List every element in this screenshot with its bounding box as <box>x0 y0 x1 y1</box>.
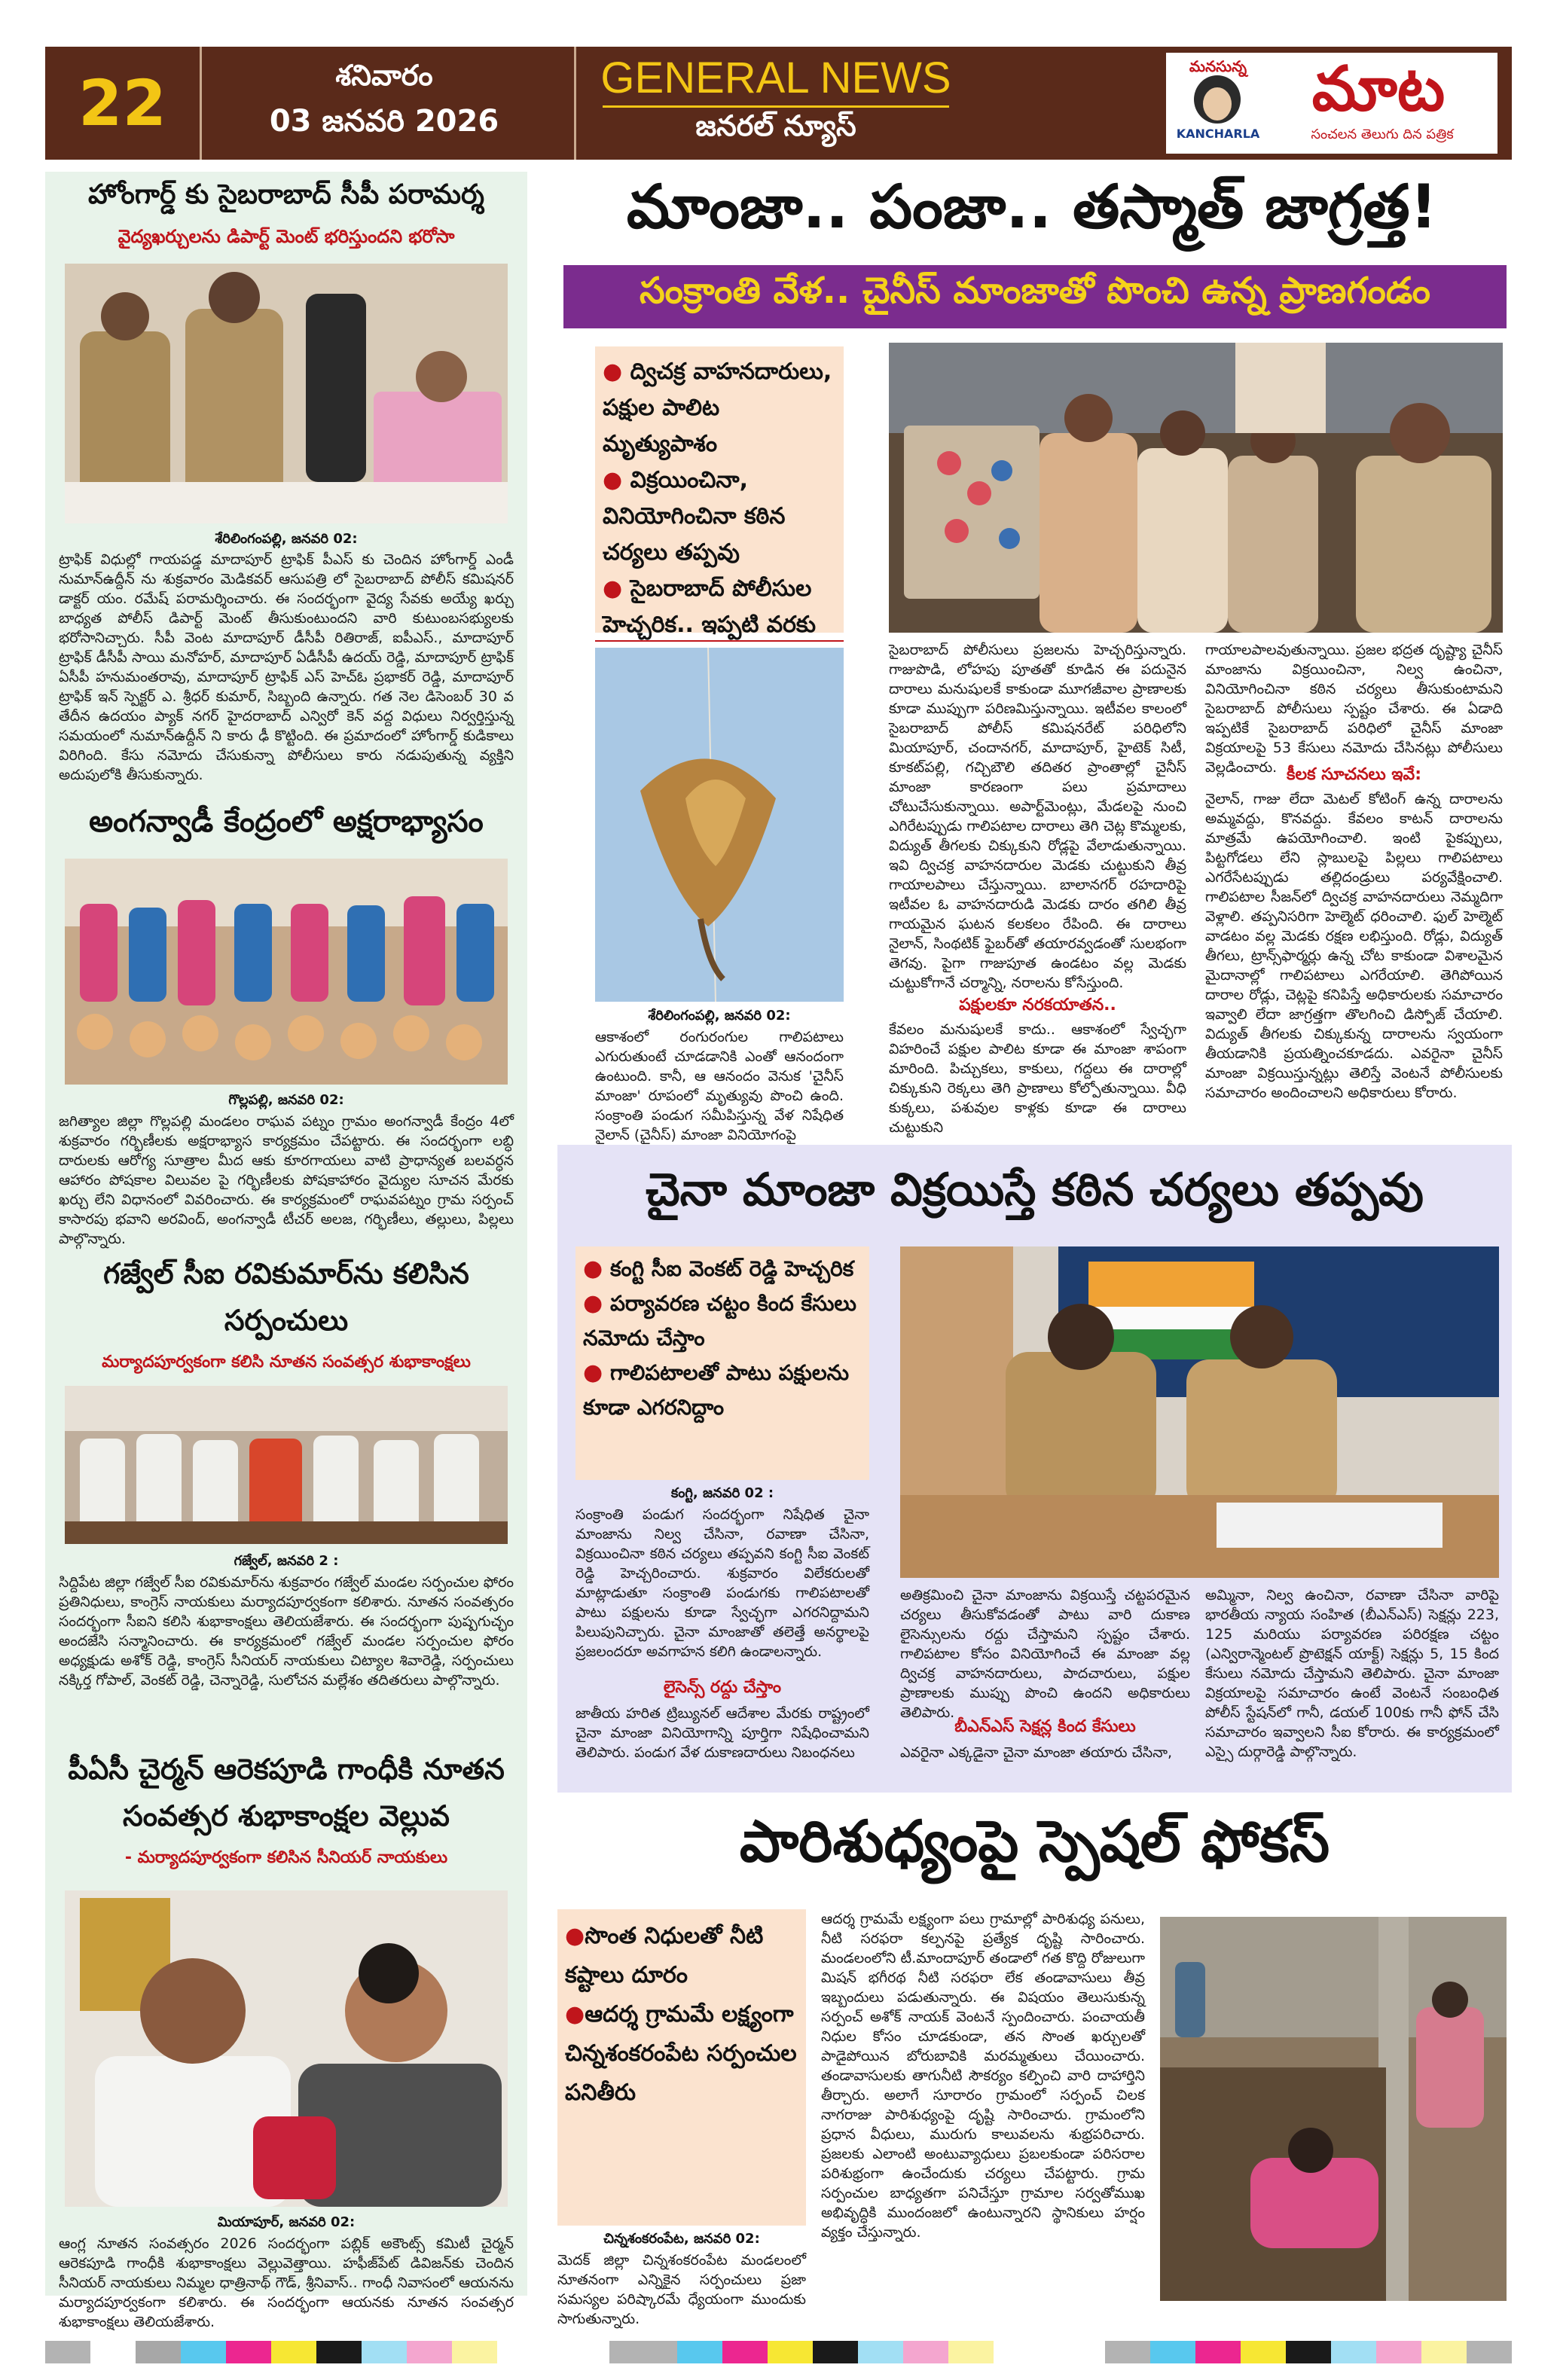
second-body-2: జాతీయ హరిత ట్రిబ్యునల్ ఆదేశాల మేరకు రాష్ట్రంలో చైనా మాంజా వినియోగాన్ని పూర్తిగా నిషేధించామని తెలిపారు. పండుగ వేళ దుకాణదారులు నిబంధనలు <box>575 1705 869 1761</box>
bird-caught-in-manja-image <box>595 648 844 1002</box>
lead-photo-bird <box>595 648 844 1002</box>
header-day: శనివారం <box>335 59 433 92</box>
second-highlight-item: ● కంగ్టి సీఐ వెంకట్ రెడ్డి హెచ్చరిక <box>583 1256 854 1282</box>
third-body-2: ఆదర్శ గ్రామమే లక్ష్యంగా పలు గ్రామాల్లో పారిశుధ్య పనులు, నీటి సరఫరా కల్పనపై ప్రత్యేక దృష్టి సారించారు. మండలంలోని టీ.మాందాపూర్ తండాలో గత కొద్ది రోజులుగా మిషన్ భగీరథ నీటి సరఫరా లేక తండావాసులు తీవ్ర ఇబ్బందులు పడుతున్నారు. ఈ విషయం తెలుసుకున్న సర్పంచ్ అశోక్ నాయక్ వెంటనే స్పందించారు. పంచాయతీ నిధుల కోసం చూడకుండా, తన సొంత ఖర్చులతో పాడైపోయిన బోరుబావికి మరమ్మతులు చేయించారు. తండావాసులకు తాగునీటి సౌకర్యం కల్పించి వారి దాహార్తిని తీర్చారు. అలాగే సూరారం గ్రామంలో సర్పంచ్ చిలక నాగరాజు పారిశుధ్యంపై దృష్టి సారించారు. గ్రామంలోని ప్రధాన వీధులు, మురుగు కాలువలను శుభ్రపరిచారు. ప్రజలకు ఎలాంటి అంటువ్యాధులు ప్రబలకుండా పరిసరాల పరిశుభ్రంగా ఉంచేందుకు చర్యలు చేపట్టారు. గ్రామ సర్పంచుల బాధ్యతగా పనిచేస్తూ గ్రామాల సర్వతోముఖ అభివృద్ధికి ముందంజలో ఉంటున్నారని స్థానికులు హర్షం వ్యక్తం చేస్తున్నారు. <box>821 1911 1145 2241</box>
bullet-icon: ● <box>583 1290 603 1317</box>
lead-body-3: కేవలం మనుషులకే కాదు.. ఆకాశంలో స్వేచ్ఛగా విహరించే పక్షుల పాలిట కూడా ఈ మాంజా శాపంగా మారింది. పిచ్చుకలు, కాకులు, గద్దలు ఈ దారాల్లో చిక్కుకుని రెక్కలు తెగి ప్రాణాలు కోల్పోతున్నాయి. వీధి కుక్కలు, పశువుల కాళ్లకు కూడా ఈ దారాలు చుట్టుకుని <box>889 1021 1186 1136</box>
page-number: 22 <box>78 66 166 140</box>
third-photo <box>1160 1917 1507 2301</box>
story4-photo-portraits <box>65 1890 508 2207</box>
lead-photo-police-shop <box>889 343 1503 633</box>
sanitation-work-image <box>1160 1917 1507 2301</box>
lead-highlight-item: ● విక్రయించినా, వినియోగించినా కఠిన చర్యలు తప్పవు <box>603 467 786 566</box>
story4-photo <box>65 1890 508 2207</box>
third-body-1: మెదక్ జిల్లా చిన్నశంకరంపేట మండలంలో నూతనంగా ఎన్నికైన సర్పంచులు ప్రజా సమస్యల పరిష్కారమే ధ్యేయంగా ముందుకు సాగుతున్నారు. <box>557 2252 806 2327</box>
story3-headline: గజ్వేల్ సీఐ రవికుమార్‌ను కలిసిన సర్పంచులు <box>103 1257 469 1337</box>
third-dateline: చిన్నశంకరంపేట, జనవరి 02: <box>603 2231 760 2247</box>
story1-subheadline: వైద్యఖర్చులను డిపార్ట్ మెంట్ భరిస్తుందని భరోసా <box>118 226 455 247</box>
logo-portrait-face <box>1203 87 1232 121</box>
section-title-english: GENERAL NEWS <box>600 53 951 102</box>
story4-body: ఆంగ్ల నూతన సంవత్సరం 2026 సందర్భంగా పబ్లిక్ అకౌంట్స్ కమిటీ చైర్మన్ ఆరెకపూడి గాంధీకి శుభాకాంక్షలు వెల్లువెత్తాయి. హఫీజ్‌పేట్ డివిజన్‌కు చెందిన సీనియర్ నాయకులు నిమ్మల ధాత్రినాథ్ గౌడ్, శ్రీనివాస్.. గాంధీ నివాసంలో ఆయనను మర్యాదపూర్వకంగా కలిశారు. ఈ సందర్భంగా ఆయనకు నూతన సంవత్సర శుభాకాంక్షలు తెలియజేశారు. <box>59 2235 514 2330</box>
third-highlight-item: ●ఆదర్శ గ్రామమే లక్ష్యంగా చిన్నశంకరంపేట సర్పంచుల పనితీరు <box>565 2001 797 2106</box>
story3-photo <box>65 1386 508 1544</box>
story1-photo-figures <box>65 264 508 523</box>
story2-dateline: గొల్లపల్లి, జనవరి 02: <box>228 1092 344 1108</box>
color-strip-left <box>45 2341 497 2363</box>
second-body-1: సంక్రాంతి పండుగ సందర్భంగా నిషేధిత చైనా మాంజాను నిల్వ చేసినా, రవాణా చేసినా, విక్రయించినా కఠిన చర్యలు తప్పవని కంగ్టి సీఐ వెంకట్ రెడ్డి హెచ్చరించారు. శుక్రవారం విలేకరులతో మాట్లాడుతూ సంక్రాంతి పండుగకు గాలిపటాలతో పాటు పక్షులను కూడా స్వేచ్ఛగా ఎగరనిద్దామని పిలుపునిచ్చారు. చైనా మాంజాతో తలెత్తే అనర్థాలపై ప్రజలందరూ అవగాహన కలిగి ఉండాలన్నారు. <box>575 1506 869 1660</box>
second-body-3: అతిక్రమించి చైనా మాంజాను విక్రయిస్తే చట్టపరమైన చర్యలు తీసుకోవడంతో పాటు వారి దుకాణ లైసెన్సులను రద్దు చేస్తామని స్పష్టం చేశారు. గాలిపటాల కోసం వినియోగించే ఈ మాంజా వల్ల ద్విచక్ర వాహనదారులు, పాదచారులు, పక్షుల ప్రాణాలకు ముప్పు పొంచి ఉందని అధికారులు తెలిపారు. <box>900 1587 1190 1721</box>
print-color-strip <box>45 2341 1512 2363</box>
lead-highlight-item: ● సైబరాబాద్ పోలీసుల హెచ్చరిక.. ఇప్పటి వరకు <box>603 575 816 638</box>
story4-headline: పీఏసీ చైర్మన్ ఆరెకపూడి గాంధీకి నూతన సంవత్సర శుభాకాంక్షల వెల్లువ <box>68 1753 505 1832</box>
third-highlight-item: ●సొంత నిధులతో నీటి కష్టాలు దూరం <box>565 1923 764 1988</box>
bullet-icon: ● <box>565 2001 585 2028</box>
second-highlight-item: ● గాలిపటాలతో పాటు పక్షులను కూడా ఎగరనిద్దాం <box>583 1359 850 1420</box>
bullet-icon: ● <box>583 1256 603 1282</box>
story3-subheadline: మర్యాదపూర్వకంగా కలిసి నూతన సంవత్సర శుభాకాంక్షలు <box>102 1353 471 1372</box>
logo-subtitle: సంచలన తెలుగు దిన పత్రిక <box>1311 127 1454 142</box>
lead-body-4: గాయాలపాలవుతున్నాయి. ప్రజల భద్రత దృష్ట్యా చైనీస్ మాంజాను విక్రయించినా, నిల్వ ఉంచినా, వినియోగించినా కఠిన చర్యలు తీసుకుంటామని సైబరాబాద్ పోలీసులు స్పష్టం చేశారు. ఈ ఏడాది ఇప్పటికే సైబరాబాద్ పరిధిలో చైనీస్ మాంజా విక్రయాలపై 53 కేసులు నమోదు చేసినట్లు పోలీసులు వెల్లడించారు. <box>1205 642 1503 776</box>
lead-subtitle: సంక్రాంతి వేళ.. చైనీస్ మాంజాతో పొంచి ఉన్న ప్రాణగండం <box>639 270 1431 312</box>
second-body-5: అమ్మినా, నిల్వ ఉంచినా, రవాణా చేసినా వారిపై భారతీయ న్యాయ సంహిత (బీఎన్ఎస్) సెక్షన్లు 223, 125 మరియు పర్యావరణ పరిరక్షణ చట్టం (ఎన్విరాన్మెంటల్ ప్రొటెక్షన్ యాక్ట్) సెక్షన్లు 5, 15 కింద కేసులు నమోదు చేస్తామని తెలిపారు. చైనా మాంజా విక్రయాలపై సమాచారం ఉంటే వెంటనే సంబంధిత పోలీస్ స్టేషన్‌లో గానీ, డయల్ 100కు గానీ ఫోన్ చేసి సమాచారం ఇవ్వాలని సీఐ కోరారు. ఈ కార్యక్రమంలో ఎస్సై దుర్గారెడ్డి పాల్గొన్నారు. <box>1205 1587 1499 1760</box>
lead-dateline: శేరిలింగంపల్లి, జనవరి 02: <box>648 1008 791 1024</box>
lead-body-1: ఆకాశంలో రంగురంగుల గాలిపటాలు ఎగురుతుంటే చూడడానికి ఎంతో ఆనందంగా ఉంటుంది. కానీ, ఆ ఆనందం వెనుక 'చైనీస్ మాంజా' రూపంలో మృత్యువు పొంచి ఉంది. సంక్రాంతి పండుగ సమీపిస్తున్న వేళ నిషేధిత నైలాన్ (చైనీస్) మాంజా వినియోగంపై <box>595 1029 844 1143</box>
story4-subheadline: - మర్యాదపూర్వకంగా కలిసిన సీనియర్ నాయకులు <box>124 1848 448 1867</box>
story2-headline: అంగన్వాడీ కేంద్రంలో అక్షరాభ్యాసం <box>89 804 484 839</box>
story2-body: జగిత్యాల జిల్లా గొల్లపల్లి మండలం రాఘవ పట్నం గ్రామం అంగన్వాడీ కేంద్రం 4లో శుక్రవారం గర్భిణీలకు అక్షరాభ్యాస కార్యక్రమం చేపట్టారు. ఈ సందర్భంగా లబ్ధి దారులకు ఆరోగ్య సూత్రాల మీద ఆకు కూరగాయలు వాటి ప్రాధాన్యత బలవర్ధన ఆహారం పోషకాల విలువల పై గర్భిణీలకు పోషకాహారం వైద్యుల సూచన మేరకు ఖర్చు లేని విధానంలో వివరించారు. ఈ కార్యక్రమంలో రాఘవపట్నం గ్రామ సర్పంచ్ కాసారపు భవాని అరవింద్, అంగన్వాడీ టీచర్ అలజ, గర్భిణీలు, తల్లులు, పిల్లలు పాల్గొన్నారు. <box>59 1113 514 1247</box>
bullet-icon: ● <box>565 1923 585 1949</box>
second-highlights <box>583 1252 862 1425</box>
story1-body: ట్రాఫిక్ విధుల్లో గాయపడ్డ మాదాపూర్ ట్రాఫిక్ పీఎస్ కు చెందిన హోంగార్డ్ ఎండీ నుమాన్ఉద్దీన్ ను శుక్రవారం మెడికవర్ ఆసుపత్రి లో సైబరాబాద్ పోలీస్ కమిషనర్ డాక్టర్ యం. రమేష్ పరామర్శించారు. ఈ సందర్భంగా వైద్య సేవకు అయ్యే ఖర్చు బాధ్యత పోలీస్ డిపార్ట్ మెంట్ తీసుకుంటుందని వారి కుటుంబసభ్యులకు భరోసానిచ్చారు. సీపీ వెంట మాదాపూర్ డీసీపీ రితిరాజ్, ఐపీఎస్., మాదాపూర్ ట్రాఫిక్ డీసీపీ సాయి మనోహర్, మాదాపూర్ ఏడీసీపీ ఉదయ్ రెడ్డి, మాదాపూర్ ట్రాఫిక్ ఏసీపీ హనుమంతరావు, మాదాపూర్ ట్రాఫిక్ ఎస్ హెచ్ఓ ప్రభాకర్ రెడ్డి, మాదాపూర్ ట్రాఫిక్ ఇన్ స్పెక్టర్ ఎ. శ్రీధర్ కుమార్, సిబ్బంది ఉన్నారు. గత నెల డిసెంబర్ 30 వ తేదీన ఉదయం ప్యాక్ నగర్ హైదరాబాద్ ఎన్విరో కెన్ వద్ద విధులు నిర్వర్తిస్తున్న సమయంలో నుమాన్ఉద్దీన్ ని కారు ఢీ కొట్టింది. ఈ ప్రమాదంలో హోంగార్డ్ కుడికాలు విరిగింది. కేసు నమోదు చేసుకున్నా పోలీసులు కారు నడుపుతున్న వ్యక్తిని అదుపులోకి తీసుకున్నారు. <box>59 551 514 783</box>
third-highlights <box>565 1917 800 2113</box>
lead-subhead-tips: కీలక సూచనలు ఇవే: <box>1287 765 1421 784</box>
story4-dateline: మియాపూర్, జనవరి 02: <box>217 2214 356 2230</box>
section-underline <box>603 105 949 108</box>
story2-photo <box>65 859 508 1085</box>
lead-highlights <box>603 354 836 679</box>
story1-headline: హోంగార్డ్ కు సైబరాబాద్ సీపీ పరామర్శ <box>88 179 484 210</box>
color-strip-right <box>1105 2341 1512 2363</box>
header-divider <box>574 47 576 160</box>
color-strip-center <box>609 2341 994 2363</box>
story1-dateline: శేరిలింగంపల్లి, జనవరి 02: <box>215 531 358 547</box>
header-date: 03 జనవరి 2026 <box>269 104 499 139</box>
second-highlight-item: ● పర్యావరణ చట్టం కింద కేసులు నమోదు చేస్తాం <box>583 1290 856 1350</box>
story3-dateline: గజ్వేల్, జనవరి 2 : <box>234 1553 339 1569</box>
logo-tagline: మనసున్న <box>1189 57 1247 75</box>
lead-body-5: నైలాన్, గాజు లేదా మెటల్ కోటింగ్ ఉన్న దారాలను అమ్మవద్దు, కొనవద్దు. కేవలం కాటన్ దారాలను మాత్రమే ఉపయోగించాలి. ఇంటి పైకప్పులు, పిట్టగోడలు లేని స్లాబులపై పిల్లలు గాలిపటాలు ఎగరేసేటప్పుడు తల్లిదండ్రులు పర్యవేక్షించాలి. గాలిపటాల సీజన్‌లో ద్విచక్ర వాహనదారులు నెమ్మదిగా వెళ్లాలి. తప్పనిసరిగా హెల్మెట్ ధరించాలి. ఫుల్ హెల్మెట్ వాడటం వల్ల మెడకు రక్షణ లభిస్తుంది. రోడ్లు, విద్యుత్ తీగలు, ట్రాన్స్‌ఫార్మర్లు ఉన్న చోట కాకుండా విశాలమైన మైదానాల్లో గాలిపటాలు ఎగరేయాలి. తెగిపోయిన దారాల రోడ్లు, చెట్లపై కనిపిస్తే అధికారులకు సమాచారం ఇవ్వాలి లేదా జాగ్రత్తగా తొలగించి డిస్పోజ్ చేయాలి. విద్యుత్ తీగలకు చిక్కుకున్న దారాలను స్వయంగా తీయడానికి ప్రయత్నించకూడదు. ఎవరైనా చైనీస్ మాంజా విక్రయిస్తున్నట్లు తెలిస్తే వెంటనే పోలీసులకు సమాచారం అందించాలని అధికారులు కోరారు. <box>1205 791 1503 1101</box>
police-officers-press-meet-image <box>900 1246 1499 1578</box>
lead-subhead-birds: పక్షులకూ నరకయాతన.. <box>959 996 1116 1015</box>
police-inspecting-manja-image <box>889 343 1503 633</box>
logo-wordmark: మాట <box>1311 53 1446 125</box>
second-photo <box>900 1246 1499 1578</box>
bullet-icon: ● <box>583 1359 603 1386</box>
lead-body-2: సైబరాబాద్ పోలీసులు ప్రజలను హెచ్చరిస్తున్నారు. గాజుపొడి, లోహపు పూతతో కూడిన ఈ పదునైన దారాలు మనుషులకే కాకుండా మూగజీవాల ప్రాణాలకు కూడా ముప్పుగా పరిణమిస్తున్నాయి. ఇటీవల కాలంలో సైబరాబాద్ పోలీస్ కమిషనరేట్ పరిధిలోని మియాపూర్, చందానగర్, మాదాపూర్, హైటెక్ సిటీ, కూకట్‌పల్లి, గచ్చిబౌలి తదితర ప్రాంతాల్లో చైనీస్ మాంజా కారణంగా పలు ప్రమాదాలు చోటుచేసుకున్నాయి. అపార్ట్‌మెంట్లు, మేడలపై నుంచి ఎగిరేటప్పుడు గాలిపటాల దారాలు తెగి చెట్ల కొమ్మలకు, విద్యుత్ తీగలకు చిక్కుకుని రోడ్లపై వేలాడుతున్నాయి. ఇవి ద్విచక్ర వాహనదారుల మెడకు చుట్టుకుని తీవ్ర గాయాలపాలు చేస్తున్నాయి. బాలానగర్ రహదారిపై ఇటీవల ఓ వాహనదారుడి మెడకు దారం తగిలి తీవ్ర గాయమైన ఘటన కలకలం రేపింది. ఈ దారాలు నైలాన్, సింథటిక్ ఫైబర్‌తో తయారవ్వడంతో సులభంగా తెగవు. పైగా గాజుపూత ఉండటం వల్ల మెడకు చుట్టుకోగానే చర్మాన్ని, నరాలను కోసేస్తుంది. <box>889 642 1186 991</box>
section-title-telugu: జనరల్ న్యూస్ <box>695 109 856 142</box>
second-subhead-license: లైసెన్స్ రద్దు చేస్తాం <box>663 1678 782 1697</box>
header-divider <box>200 47 202 160</box>
story2-photo-group <box>65 859 508 1085</box>
lead-headline: మాంజా.. పంజా.. తస్మాత్ జాగ్రత్త! <box>626 172 1438 242</box>
logo-brand: KANCHARLA <box>1176 127 1260 141</box>
second-body-4: ఎవరైనా ఎక్కడైనా చైనా మాంజా తయారు చేసినా, <box>900 1744 1173 1761</box>
story1-photo <box>65 264 508 523</box>
second-headline: చైనా మాంజా విక్రయిస్తే కఠిన చర్యలు తప్పవు <box>646 1164 1424 1216</box>
second-subhead-bns: బీఎన్ఎస్ సెక్షన్ల కింద కేసులు <box>954 1717 1136 1736</box>
lead-highlight-item: ● ద్విచక్ర వాహనదారులు, పక్షుల పాలిట మృత్యుపాశం <box>603 359 832 457</box>
divider <box>595 640 844 642</box>
bullet-icon: ● <box>603 575 623 602</box>
third-headline: పారిశుధ్యంపై స్పెషల్ ఫోకస్ <box>739 1808 1330 1875</box>
bullet-icon: ● <box>603 467 623 493</box>
story3-body: సిద్దిపేట జిల్లా గజ్వేల్ సీఐ రవికుమార్‌ను శుక్రవారం గజ్వేల్ మండల సర్పంచుల ఫోరం ప్రతినిధులు, కాంగ్రెస్ నాయకులు మర్యాదపూర్వకంగా కలిశారు. నూతన సంవత్సరం సందర్భంగా సీఐని కలిసి శుభాకాంక్షలు తెలియజేశారు. ఈ సందర్భంగా పుష్పగుచ్ఛం అందజేసి సన్మానించారు. ఈ కార్యక్రమంలో గజ్వేల్ మండల సర్పంచుల ఫోరం అధ్యక్షుడు అశోక్ రెడ్డి, కాంగ్రెస్ సీనియర్ నాయకులు చిట్యాల శివారెడ్డి, సర్పంచులు నక్కిర్త గోపాల్, వెంకట్ రెడ్డి, చెన్నారెడ్డి, సులోచన మల్లేశం తదితరులు పాల్గొన్నారు. <box>59 1574 514 1689</box>
bullet-icon: ● <box>603 359 623 385</box>
story3-photo-group <box>65 1386 508 1544</box>
second-dateline: కంగ్టి, జనవరి 02 : <box>670 1485 774 1501</box>
